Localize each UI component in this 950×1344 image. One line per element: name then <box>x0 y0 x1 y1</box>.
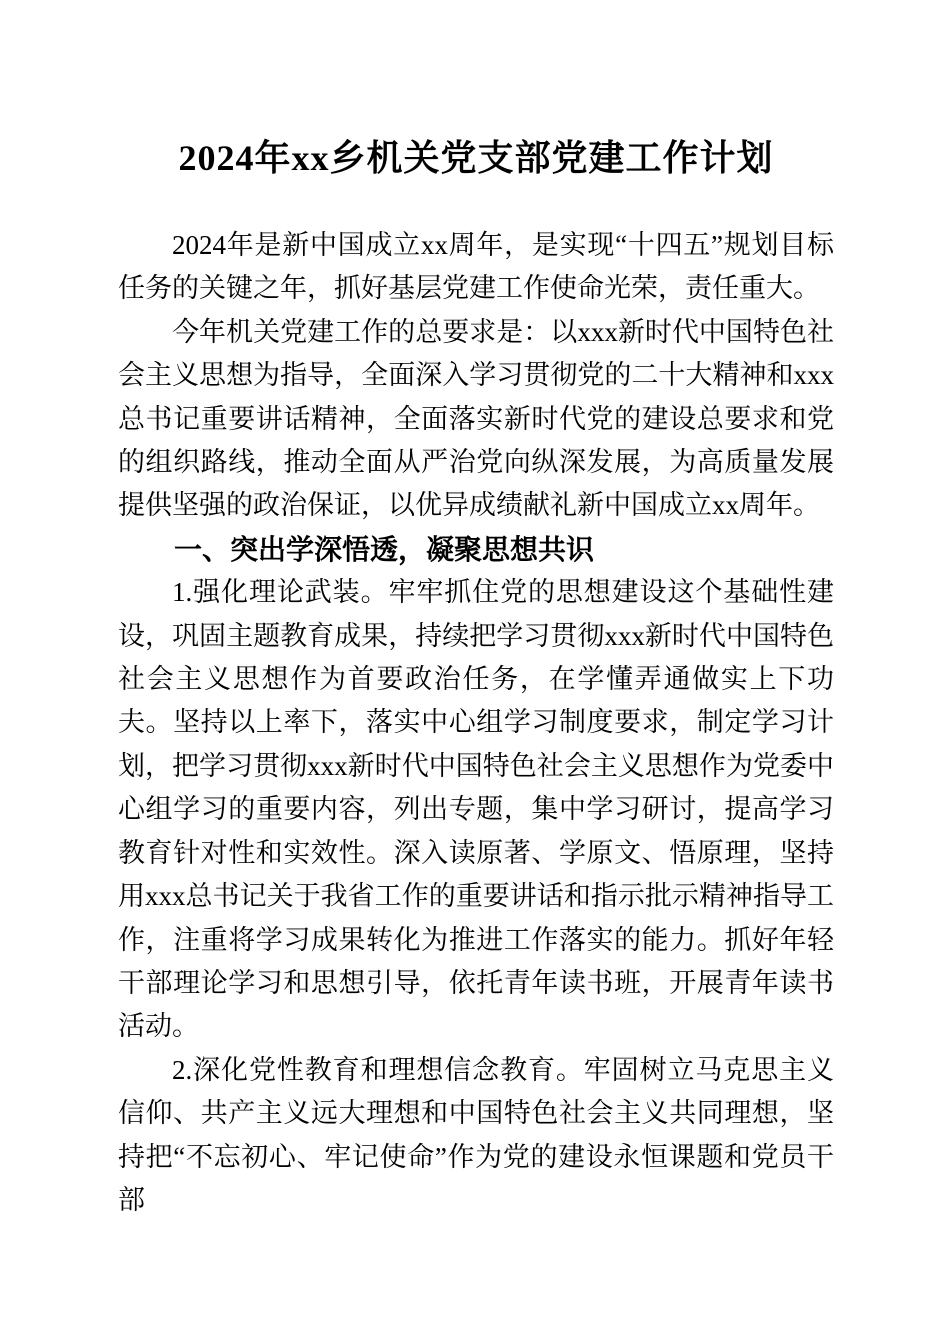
section1-paragraph-2: 2.深化党性教育和理想信念教育。牢固树立马克思主义信仰、共产主义远大理想和中国特色社会主义共同理想，坚持把“不忘初心、牢记使命”作为党的建设永恒课题和党员干部 <box>118 1054 834 1215</box>
document-content <box>0 136 950 1222</box>
intro-paragraph-2: 今年机关党建工作的总要求是：以xxx新时代中国特色社会主义思想为指导，全面深入学习贯彻党的二十大精神和xxx总书记重要讲话精神，全面落实新时代党的建设总要求和党的组织路线，推动全面从严治党向纵深发展，为高质量发展提供坚强的政治保证，以优异成绩献礼新中国成立xx周年。 <box>118 316 834 521</box>
intro-paragraph-1: 2024年是新中国成立xx周年，是实现“十四五”规划目标任务的关键之年，抓好基层党建工作使命光荣，责任重大。 <box>118 230 834 304</box>
document-title: 2024年xx乡机关党支部党建工作计划 <box>178 138 774 178</box>
section1-paragraph-1: 1.强化理论武装。牢牢抓住党的思想建设这个基础性建设，巩固主题教育成果，持续把学习贯彻xxx新时代中国特色社会主义思想作为首要政治任务，在学懂弄通做实上下功夫。坚持以上率下，落实中心组学习制度要求，制定学习计划，把学习贯彻xxx新时代中国特色社会主义思想作为党委中心组学习的重要内容，列出专题，集中学习研讨，提高学习教育针对性和实效性。深入读原著、学原文、悟原理，坚持用xxx总书记关于我省工作的重要讲话和指示批示精神指导工作，注重将学习成果转化为推进工作落实的能力。抓好年轻干部理论学习和思想引导，依托青年读书班，开展青年读书活动。 <box>118 577 834 1042</box>
section-heading-1: 一、突出学深悟透，凝聚思想共识 <box>174 533 595 565</box>
document-body <box>118 224 834 1222</box>
